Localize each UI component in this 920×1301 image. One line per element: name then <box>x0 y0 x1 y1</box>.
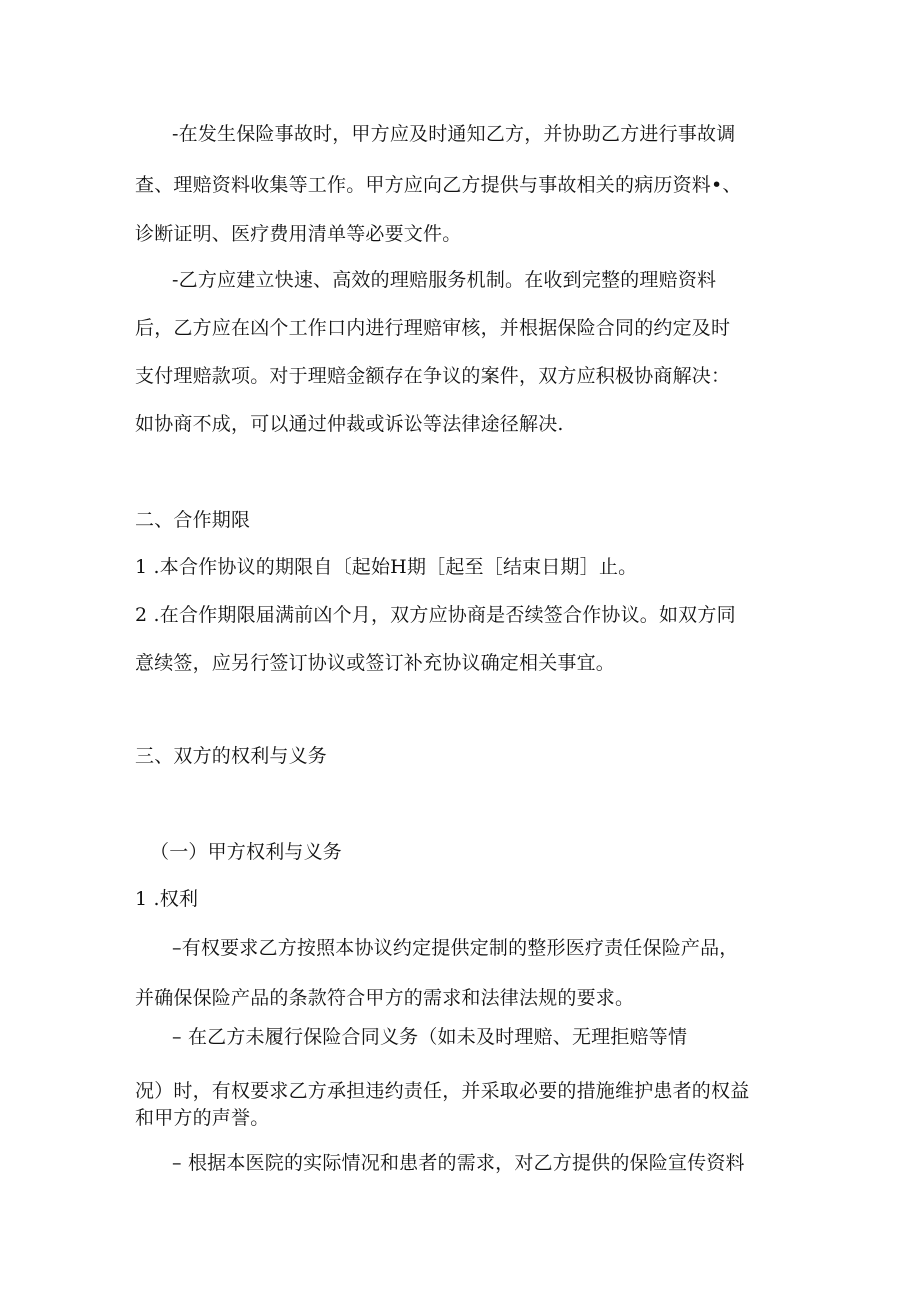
paragraph-line: -在发生保险事故时，甲方应及时通知乙方，并协助乙方进行事故调 <box>172 123 736 145</box>
subsection-heading: （一）甲方权利与义务 <box>150 841 343 863</box>
paragraph-line: -乙方应建立快速、高效的理赔服务机制。在收到完整的理赔资料 <box>172 269 717 291</box>
paragraph-line: –有权要求乙方按照本协议约定提供定制的整形医疗责任保险产品， <box>172 937 739 959</box>
numbered-item: 2 .在合作期限届满前凶个月，双方应协商是否续签合作协议。如双方同 <box>135 604 736 626</box>
paragraph-line: 并确保保险产品的条款符合甲方的需求和法律法规的要求。 <box>135 987 635 1009</box>
section-heading: 二、合作期限 <box>135 509 251 531</box>
paragraph-line: – 在乙方未履行保险合同义务（如未及时理赔、无理拒赔等情 <box>172 1026 688 1048</box>
section-heading: 三、双方的权利与义务 <box>135 745 328 767</box>
numbered-item: 1 .权利 <box>135 888 199 910</box>
numbered-item: 1 .本合作协议的期限自〔起始H期［起至［结束日期］止。 <box>135 556 638 578</box>
paragraph-line: 和甲方的声誉。 <box>135 1107 270 1129</box>
paragraph-line: 查、理赔资料收集等工作。甲方应向乙方提供与事故相关的病历资料•、 <box>135 174 742 196</box>
paragraph-line: 后，乙方应在凶个工作口内进行理赔审核，并根据保险合同的约定及时 <box>135 317 731 339</box>
paragraph-line: – 根据本医院的实际情况和患者的需求，对乙方提供的保险宣传资料 <box>172 1152 745 1174</box>
paragraph-line: 支付理赔款项。对于理赔金额存在争议的案件，双方应积极协商解决： <box>135 365 731 387</box>
paragraph-line: 意续签，应另行签订协议或签订补充协议确定相关事宜。 <box>135 652 616 674</box>
paragraph-line: 诊断证明、医疗费用清单等必要文件。 <box>135 223 462 245</box>
paragraph-line: 如协商不成，可以通过仲裁或诉讼等法律途径解决. <box>135 413 564 435</box>
paragraph-line: 况）时，有权要求乙方承担违约责任，并采取必要的措施维护患者的权益 <box>135 1080 750 1102</box>
